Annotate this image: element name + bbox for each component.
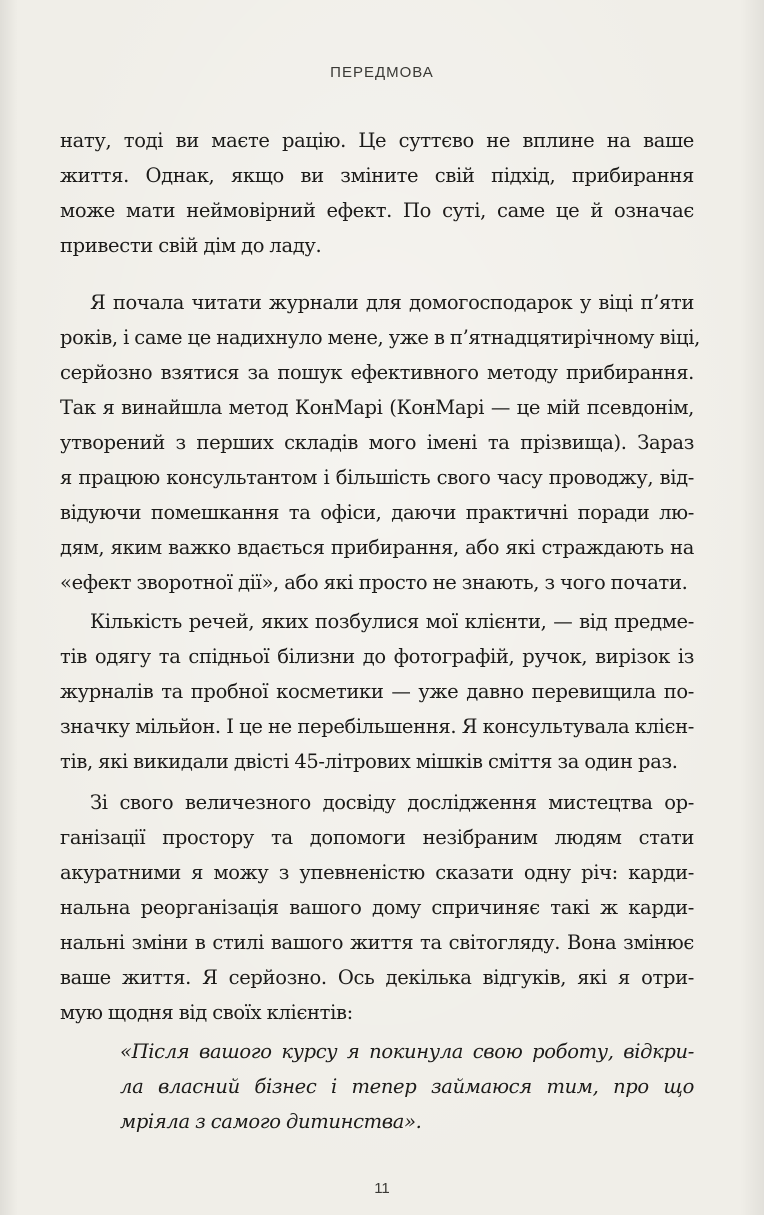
text-line: тів, які викидали двісті 45-літрових мішків сміття за один раз.	[60, 750, 678, 773]
paragraph-3	[60, 604, 694, 779]
text-line: нату, тоді ви маєте рацію. Це суттєво не вплине на ваше	[60, 129, 694, 152]
text-line: ваше життя. Я серйозно. Ось декілька відгуків, які я отри-	[60, 966, 694, 989]
text-line: журналів та пробної косметики — уже давно перевищила по-	[60, 680, 694, 703]
text-line: утворений з перших складів мого імені та прізвища). Зараз	[60, 431, 694, 454]
text-line: відуючи помешкання та офіси, даючи практичні поради лю-	[60, 501, 694, 524]
text-line: Так я винайшла метод КонМарі (КонМарі — це мій псевдонім,	[60, 396, 694, 419]
quote-line: мріяла з самого дитинства».	[120, 1110, 422, 1133]
text-line: нальні зміни в стилі вашого життя та світогляду. Вона змінює	[60, 931, 694, 954]
text-line: може мати неймовірний ефект. По суті, саме це й означає	[60, 199, 694, 222]
client-quote	[120, 1034, 694, 1139]
text-line: ганізації простору та допомоги незібраним людям стати	[60, 826, 694, 849]
page-number: 11	[374, 1180, 390, 1197]
quote-line: «Після вашого курсу я покинула свою роботу, відкри-	[120, 1040, 694, 1063]
text-line: Я почала читати журнали для домогосподарок у віці п’яти	[90, 291, 694, 314]
text-line: акуратними я можу з упевненістю сказати одну річ: карди-	[60, 861, 694, 884]
text-line: привести свій дім до ладу.	[60, 234, 322, 257]
quote-line: ла власний бізнес і тепер займаюся тим, про що	[120, 1075, 694, 1098]
text-line: тів одягу та спідньої білизни до фотографій, ручок, вирізок із	[60, 645, 694, 668]
text-line: Зі свого величезного досвіду дослідження мистецтва ор-	[90, 791, 694, 814]
text-line: значку мільйон. І це не перебільшення. Я консультувала клієн-	[60, 715, 694, 738]
running-head: ПЕРЕДМОВА	[330, 64, 434, 81]
paragraph-1	[60, 123, 694, 263]
paragraph-2	[60, 285, 700, 600]
text-line: мую щодня від своїх клієнтів:	[60, 1001, 353, 1024]
text-line: я працюю консультантом і більшість свого часу проводжу, від-	[60, 466, 694, 489]
text-line: дям, яким важко вдається прибирання, або які страждають на	[60, 536, 694, 559]
text-line: життя. Однак, якщо ви зміните свій підхід, прибирання	[60, 164, 694, 187]
text-line: серйозно взятися за пошук ефективного методу прибирання.	[60, 361, 694, 384]
text-line: Кількість речей, яких позбулися мої клієнти, — від предме-	[90, 610, 694, 633]
text-line: років, і саме це надихнуло мене, уже в п’ятнадцятирічному віці,	[60, 326, 700, 349]
paragraph-4	[60, 785, 694, 1030]
text-line: нальна реорганізація вашого дому спричиняє такі ж карди-	[60, 896, 694, 919]
text-line: «ефект зворотної дії», або які просто не знають, з чого почати.	[60, 571, 688, 594]
